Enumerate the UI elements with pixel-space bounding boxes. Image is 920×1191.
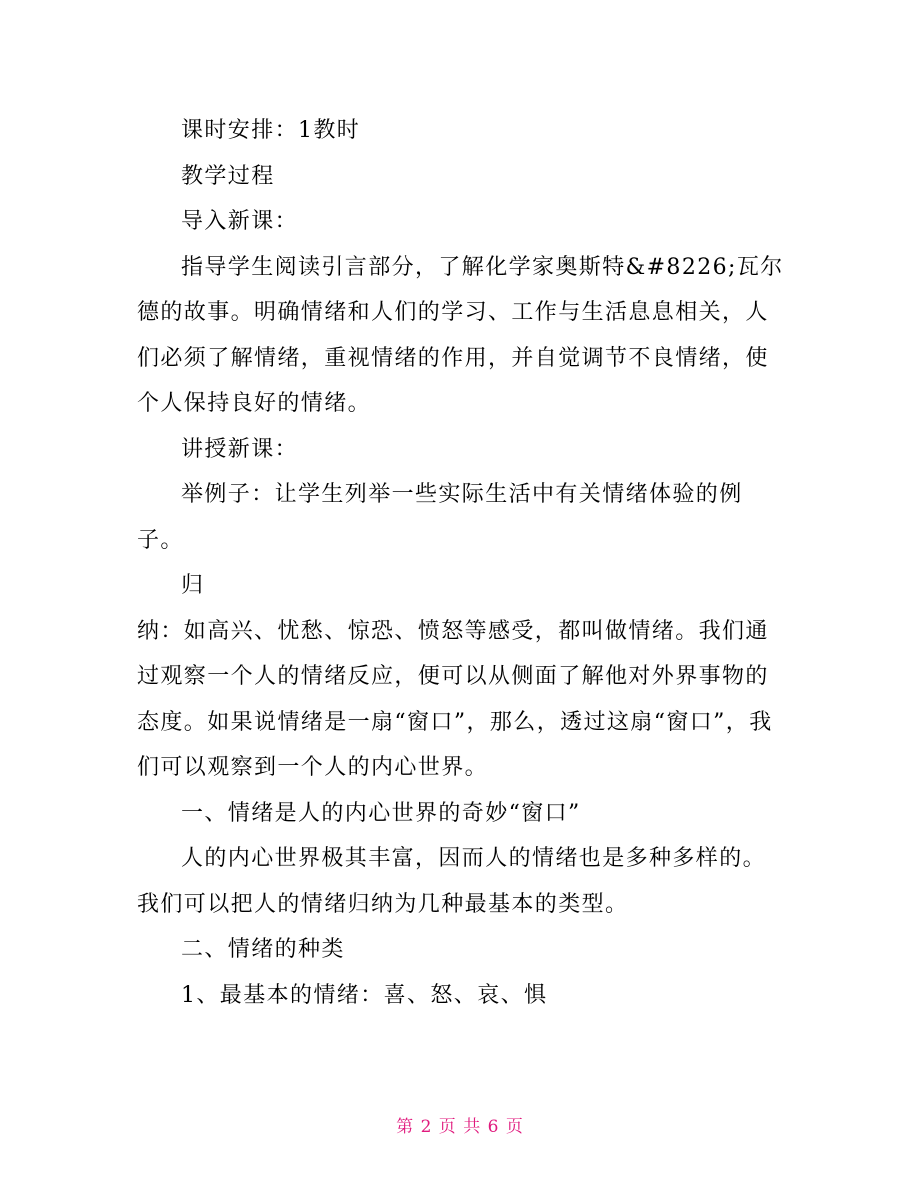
paragraph-summary-body: 纳：如高兴、忧愁、惊恐、愤怒等感受，都叫做情绪。我们通过观察一个人的情绪反应，便可以从侧面了解他对外界事物的态度。如果说情绪是一扇“窗口”，那么，透过这扇“窗口”，我们可以观察到一个人的内心世界。 xyxy=(137,618,773,780)
section-heading-2: 二、情绪的种类 xyxy=(181,937,345,962)
page-number-footer: 第 2 页 共 6 页 xyxy=(396,1117,524,1137)
paragraph-intro-body: 指导学生阅读引言部分，了解化学家奥斯特&#8226;瓦尔德的故事。明确情绪和人们的学习、工作与生活息息相关，人们必须了解情绪，重视情绪的作用，并自觉调节不良情绪，使个人保持良好的情绪。 xyxy=(137,254,784,416)
document-body xyxy=(137,108,787,1018)
paragraph-inner-world: 人的内心世界极其丰富，因而人的情绪也是多种多样的。我们可以把人的情绪归纳为几种最基本的类型。 xyxy=(137,846,767,917)
paragraph-summary-fragment: 归 xyxy=(181,573,205,598)
paragraph-intro-heading: 导入新课： xyxy=(181,209,299,234)
paragraph-basic-emotions: 1、最基本的情绪：喜、怒、哀、惧 xyxy=(181,982,548,1008)
paragraph-lesson-time: 课时安排：1教时 xyxy=(181,118,361,143)
section-heading-1: 一、情绪是人的内心世界的奇妙“窗口” xyxy=(181,800,581,826)
paragraph-teaching-process: 教学过程 xyxy=(181,163,275,189)
paragraph-new-lesson-heading: 讲授新课： xyxy=(181,436,299,462)
paragraph-example: 举例子：让学生列举一些实际生活中有关情绪体验的例子。 xyxy=(137,482,743,553)
